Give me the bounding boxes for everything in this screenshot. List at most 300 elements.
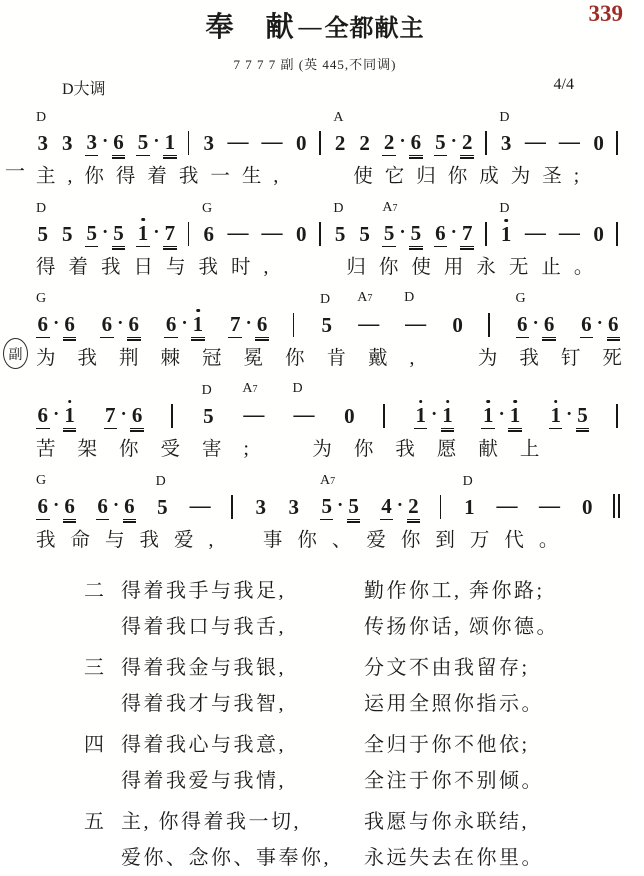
chord-slot-empty	[488, 297, 492, 313]
note-glyphs	[60, 126, 74, 156]
note-token	[592, 110, 606, 156]
note-glyphs	[333, 217, 347, 247]
note-glyphs	[524, 215, 547, 247]
high-octave-dot	[196, 309, 200, 313]
note-glyphs	[451, 308, 465, 338]
barline-token	[616, 388, 620, 429]
dotted-rhythm-dot: ·	[399, 131, 406, 152]
note-glyphs	[580, 490, 594, 520]
note-glyphs	[549, 398, 589, 429]
note-digit: 5	[576, 398, 590, 429]
chord-slot-empty	[294, 201, 298, 217]
chord-label: D	[201, 383, 212, 398]
note-digit: 3	[61, 131, 73, 155]
note-digit: 5	[85, 216, 99, 247]
dotted-rhythm-dot: ·	[596, 313, 603, 334]
note-token	[60, 201, 74, 247]
note-digit: 1	[191, 307, 205, 338]
verse-line	[84, 573, 630, 609]
verse-number-empty	[84, 609, 121, 645]
note-glyphs	[202, 126, 216, 156]
chord-slot-empty	[485, 115, 489, 131]
chord-slot-empty	[616, 115, 620, 131]
duration-dash: —	[261, 220, 283, 244]
note-digit: 0	[593, 131, 604, 155]
chord-label: D	[319, 292, 331, 307]
note-token	[202, 110, 216, 156]
chord-slot-empty	[613, 478, 617, 494]
verse-number: 五	[84, 811, 104, 833]
note-glyphs	[319, 131, 321, 156]
note-glyphs	[294, 126, 308, 156]
note-token	[96, 473, 136, 520]
chord-slot-empty	[171, 388, 175, 404]
chord-slot-empty	[136, 109, 140, 125]
note-glyphs	[488, 313, 490, 338]
note-glyphs	[320, 308, 334, 338]
barline-token	[485, 206, 489, 247]
dotted-rhythm-dot: ·	[399, 222, 406, 243]
duration-dash: —	[558, 220, 580, 244]
music-score	[5, 108, 644, 552]
music-system	[36, 381, 620, 461]
note-glyphs	[36, 126, 50, 156]
duration-dash: —	[358, 311, 380, 335]
chord-slot-empty	[485, 206, 489, 222]
note-digit: 6	[36, 489, 50, 520]
note-token	[580, 291, 620, 338]
verse-text-left: 得着我才与我智,	[121, 693, 286, 715]
note-digit: 6	[63, 489, 77, 520]
dotted-rhythm-dot: ·	[120, 404, 127, 425]
chord-slot-empty	[228, 291, 232, 307]
note-glyphs	[36, 489, 76, 520]
notes-row	[36, 108, 620, 156]
note-digit: 5	[136, 125, 150, 156]
note-glyphs	[516, 307, 556, 338]
note-glyphs	[96, 489, 136, 520]
chord-slot-empty	[616, 206, 620, 222]
note-glyphs	[260, 124, 283, 156]
note-glyphs	[613, 494, 619, 520]
chord-slot-empty	[85, 200, 89, 216]
bar-line	[319, 222, 321, 246]
chord-slot-empty	[558, 108, 562, 124]
chord-label: D	[404, 290, 415, 305]
note-digit: 1	[163, 125, 177, 156]
note-digit: 2	[382, 125, 396, 156]
chord-label: G	[36, 473, 47, 488]
note-glyphs	[499, 126, 513, 156]
notes-row	[36, 472, 620, 520]
dotted-rhythm-dot: ·	[53, 495, 60, 516]
note-glyphs	[434, 216, 474, 247]
lyrics-row	[5, 160, 620, 188]
chord-slot-empty	[202, 110, 206, 126]
duration-dash: —	[293, 402, 315, 426]
barline-token	[188, 206, 192, 247]
note-digit: 7	[104, 398, 118, 429]
note-digit: 0	[593, 222, 604, 246]
note-glyphs	[260, 215, 283, 247]
verse-text-left: 得着我金与我银,	[121, 657, 286, 679]
note-digit: 6	[607, 307, 621, 338]
verse-text-right: 全注于你不别倾。	[364, 770, 544, 792]
chord-slot-empty	[260, 108, 264, 124]
note-token	[558, 108, 581, 156]
note-digit: 6	[580, 307, 594, 338]
verse-text-right: 我愿与你永联结,	[364, 811, 529, 833]
note-glyphs	[333, 126, 347, 156]
note-glyphs	[485, 131, 487, 156]
chord-label: A	[333, 110, 344, 125]
dotted-rhythm-dot: ·	[153, 222, 160, 243]
note-glyphs	[156, 490, 170, 520]
chord-slot-empty	[164, 291, 168, 307]
lyrics-row	[36, 433, 620, 461]
verse-number-empty	[84, 840, 121, 876]
note-digit: 1	[481, 398, 495, 429]
note-token	[100, 291, 140, 338]
note-digit: 2	[334, 131, 346, 155]
note-glyphs	[231, 495, 233, 520]
note-token	[380, 473, 420, 520]
note-glyphs	[188, 222, 190, 247]
duration-dash: —	[227, 129, 249, 153]
barline-token	[485, 115, 489, 156]
dotted-rhythm-dot: ·	[117, 313, 124, 334]
barline-token	[171, 388, 175, 429]
chord-slot-empty	[538, 472, 542, 488]
note-glyphs	[538, 488, 561, 520]
note-token	[292, 381, 315, 429]
note-digit: 6	[36, 307, 50, 338]
note-token	[358, 110, 372, 156]
note-token	[382, 109, 422, 156]
chord-slot-empty	[227, 199, 231, 215]
note-token	[463, 474, 477, 520]
bar-line	[383, 404, 385, 428]
bar-line	[188, 222, 190, 246]
note-token	[592, 201, 606, 247]
verse-number-empty	[84, 763, 121, 799]
bar-line	[616, 131, 618, 155]
note-glyphs	[616, 222, 618, 247]
duration-dash: —	[496, 493, 518, 517]
meter-info: 7 7 7 7 副 (英 445,不同调)	[233, 57, 397, 72]
note-token	[36, 291, 76, 338]
note-digit: 3	[85, 125, 99, 156]
note-glyphs	[104, 398, 144, 429]
chord-label: D	[155, 474, 166, 489]
note-token	[287, 474, 301, 520]
chord-slot-empty	[231, 479, 235, 495]
note-glyphs	[592, 126, 606, 156]
chord-label: G	[36, 291, 47, 306]
chord-slot-empty	[104, 382, 108, 398]
lyrics-line: 为我荆棘冠冕你肯戴, 为我钉死	[36, 348, 644, 369]
note-digit: 3	[500, 131, 512, 155]
note-token	[434, 200, 474, 247]
note-token	[36, 473, 76, 520]
bar-line	[319, 131, 321, 155]
chord-slot-empty	[414, 382, 418, 398]
note-token	[320, 292, 334, 338]
chorus-marker: 副	[3, 338, 28, 369]
notes-row	[36, 381, 620, 429]
chord-slot-empty	[188, 115, 192, 131]
chord-slot-empty	[188, 206, 192, 222]
note-digit: 5	[359, 222, 370, 246]
high-octave-dot	[504, 219, 508, 223]
chord-label: A7	[242, 381, 258, 396]
note-glyphs	[227, 124, 250, 156]
note-token	[156, 474, 170, 520]
note-digit: 1	[414, 398, 428, 429]
verse-line	[84, 804, 630, 840]
dotted-rhythm-dot: ·	[53, 313, 60, 334]
note-glyphs	[100, 307, 140, 338]
note-glyphs	[202, 399, 216, 429]
note-digit: 0	[452, 313, 463, 337]
lyrics-row	[8, 342, 644, 370]
note-token	[242, 381, 265, 429]
note-digit: 7	[460, 216, 474, 247]
note-token	[136, 200, 176, 247]
note-token	[320, 473, 360, 520]
note-glyphs	[294, 217, 308, 247]
note-token	[85, 109, 125, 156]
note-glyphs	[404, 306, 427, 338]
chord-slot-empty	[36, 382, 40, 398]
note-token	[260, 199, 283, 247]
note-digit: 2	[359, 131, 370, 155]
note-digit: 3	[37, 131, 48, 155]
note-glyphs	[382, 125, 422, 156]
note-digit: 5	[320, 489, 334, 520]
chord-slot-empty	[440, 479, 444, 495]
note-glyphs	[319, 222, 321, 247]
chord-label: D	[499, 201, 510, 216]
chord-slot-empty	[580, 291, 584, 307]
key-signature: D大调	[62, 81, 106, 98]
note-token	[189, 472, 212, 520]
chord-label: A7	[382, 200, 398, 215]
note-glyphs	[227, 215, 250, 247]
verse-line	[84, 650, 630, 686]
note-digit: 6	[516, 307, 530, 338]
high-octave-dot	[554, 400, 558, 404]
high-octave-dot	[68, 400, 72, 404]
note-token	[227, 108, 250, 156]
note-token	[343, 383, 357, 429]
note-token	[414, 382, 454, 429]
duration-dash: —	[227, 220, 249, 244]
note-token	[538, 472, 561, 520]
note-digit: 6	[164, 307, 178, 338]
chord-slot-empty	[343, 383, 347, 399]
note-digit: 6	[255, 307, 269, 338]
chord-slot-empty	[100, 291, 104, 307]
note-glyphs	[228, 307, 268, 338]
verse-text-left: 爱你、念你、事奉你,	[121, 847, 331, 869]
barline-token	[319, 115, 323, 156]
chord-slot-empty	[136, 200, 140, 216]
note-digit: 7	[163, 216, 177, 247]
note-glyphs	[36, 398, 76, 429]
duration-dash: —	[189, 493, 211, 517]
bar-line	[618, 494, 620, 518]
note-token	[524, 108, 547, 156]
barline-token	[613, 478, 619, 520]
note-digit: 6	[409, 125, 423, 156]
final-double-bar	[613, 494, 619, 519]
verse-number: 三	[84, 657, 104, 679]
lyrics-line: 我命与我爱, 事你、爱你到万代。	[36, 530, 574, 551]
verse	[84, 573, 630, 645]
note-token	[516, 291, 556, 338]
notes-row	[36, 290, 620, 338]
note-token	[549, 382, 589, 429]
chord-slot-empty	[260, 199, 264, 215]
chord-slot-empty	[319, 206, 323, 222]
note-digit: 5	[112, 216, 126, 247]
note-glyphs	[383, 404, 385, 429]
chord-slot-empty	[189, 472, 193, 488]
note-digit: 1	[464, 495, 475, 519]
chord-label: D	[333, 201, 344, 216]
note-digit: 6	[96, 489, 110, 520]
key-time-row	[0, 73, 630, 99]
verse	[84, 727, 630, 799]
chord-slot-empty	[558, 199, 562, 215]
note-glyphs	[380, 489, 420, 520]
chord-slot-empty	[616, 388, 620, 404]
verse-number-empty	[84, 686, 121, 722]
bar-line	[613, 494, 615, 518]
chord-slot-empty	[227, 108, 231, 124]
dotted-rhythm-dot: ·	[430, 404, 438, 425]
note-glyphs	[485, 222, 487, 247]
note-glyphs	[293, 313, 295, 338]
chord-label: D	[36, 201, 47, 216]
verse-text-left: 得着我手与我足,	[121, 580, 286, 602]
chord-slot-empty	[60, 201, 64, 217]
dotted-rhythm-dot: ·	[396, 495, 404, 516]
verse-line	[84, 686, 630, 722]
note-glyphs	[616, 404, 618, 429]
barline-token	[488, 297, 492, 338]
note-token	[227, 199, 250, 247]
chord-slot-empty	[434, 200, 438, 216]
lyrics-line: 苦架你受害; 为你我愿献上	[36, 439, 562, 460]
verse-lyrics-block	[84, 573, 630, 876]
chord-slot-empty	[293, 297, 297, 313]
note-token	[202, 383, 216, 429]
chord-slot-empty	[451, 292, 455, 308]
dotted-rhythm-dot: ·	[181, 313, 188, 334]
note-glyphs	[36, 307, 76, 338]
lyrics-line: 得着我日与我时, 归你使用永无止。	[36, 257, 607, 278]
note-glyphs	[254, 490, 268, 520]
bar-line	[293, 313, 295, 337]
chord-slot-empty	[60, 110, 64, 126]
lyrics-row	[36, 524, 620, 552]
duration-dash: —	[524, 220, 546, 244]
note-digit: 6	[203, 222, 215, 246]
note-glyphs	[414, 398, 454, 429]
chord-label: G	[202, 201, 213, 216]
note-digit: 1	[63, 398, 77, 429]
bar-line	[440, 495, 442, 519]
barline-token	[231, 479, 235, 520]
note-digit: 6	[127, 307, 141, 338]
verse-text-left: 得着我口与我舌,	[121, 616, 286, 638]
duration-dash: —	[405, 311, 427, 335]
note-digit: 3	[203, 131, 215, 155]
time-signature: 4/4	[553, 76, 574, 93]
dotted-rhythm-dot: ·	[532, 313, 539, 334]
dotted-rhythm-dot: ·	[245, 313, 252, 334]
chord-slot-empty	[287, 474, 291, 490]
note-digit: 6	[112, 125, 126, 156]
page-number: 339	[588, 1, 623, 26]
note-glyphs	[164, 307, 204, 338]
note-token	[294, 201, 308, 247]
note-token	[294, 110, 308, 156]
note-digit: 1	[499, 217, 513, 247]
bar-line	[616, 222, 618, 246]
note-token	[333, 110, 347, 156]
note-digit: 6	[434, 216, 448, 247]
note-digit: 5	[37, 222, 48, 246]
chord-slot-empty	[592, 201, 596, 217]
chord-label: D	[292, 381, 303, 396]
chord-slot-empty	[358, 201, 362, 217]
music-system	[8, 290, 644, 370]
dotted-rhythm-dot: ·	[450, 222, 457, 243]
note-glyphs	[85, 125, 125, 156]
note-token	[524, 199, 547, 247]
note-digit: 1	[549, 398, 563, 429]
duration-dash: —	[243, 402, 265, 426]
chord-slot-empty	[524, 199, 528, 215]
note-glyphs	[382, 216, 422, 247]
note-token	[580, 474, 594, 520]
note-token	[333, 201, 347, 247]
music-system	[36, 472, 620, 552]
dotted-rhythm-dot: ·	[101, 131, 109, 152]
note-glyphs	[358, 126, 372, 156]
note-token	[60, 110, 74, 156]
note-digit: 5	[61, 222, 73, 246]
dotted-rhythm-dot: ·	[101, 222, 109, 243]
verse-text-left: 得着我爱与我情,	[121, 770, 286, 792]
note-glyphs	[36, 217, 50, 247]
note-token	[382, 200, 422, 247]
chord-slot-empty	[382, 109, 386, 125]
duration-dash: —	[558, 129, 580, 153]
note-token	[202, 201, 216, 247]
high-octave-dot	[419, 400, 423, 404]
chord-slot-empty	[319, 115, 323, 131]
notes-row	[36, 199, 620, 247]
note-digit: 5	[382, 216, 396, 247]
note-digit: 5	[347, 489, 361, 520]
verse-text-right: 勤作你工, 奔你路;	[364, 580, 545, 602]
verse-line	[84, 609, 630, 645]
verse-text-right: 永远失去在你里。	[364, 847, 544, 869]
